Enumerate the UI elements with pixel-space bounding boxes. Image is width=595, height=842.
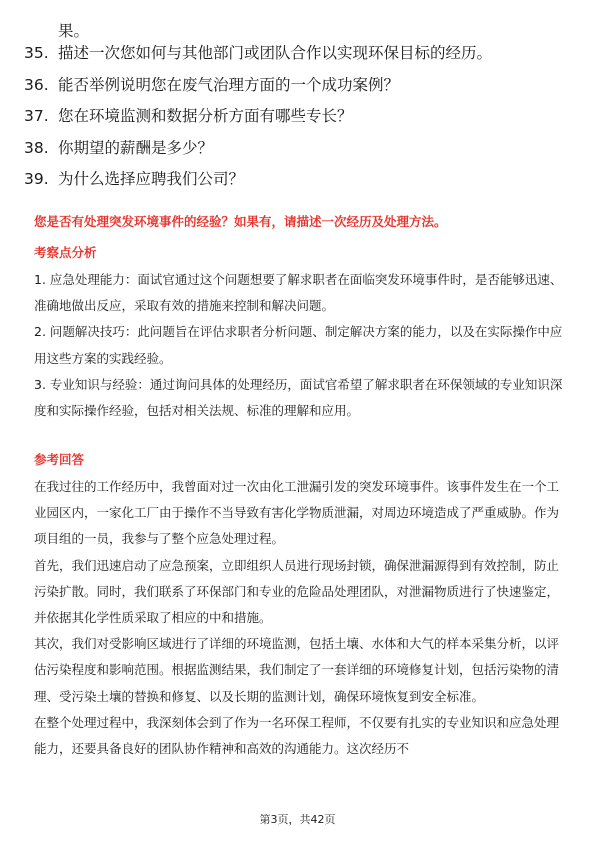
answer-title: 参考回答 [34, 452, 85, 467]
question-text: 能否举例说明您在废气治理方面的一个成功案例？ [58, 75, 400, 94]
analysis-point: 1. 应急处理能力：面试官通过这个问题想要了解求职者在面临突发环境事件时，是否能够迅速、准确地做出反应，采取有效的措施来控制和解决问题。 [34, 272, 563, 314]
question-number: 37. [24, 107, 49, 125]
question-number: 39. [24, 170, 49, 188]
question-item [24, 42, 574, 74]
question-item [24, 74, 574, 106]
question-list [24, 20, 574, 200]
analysis-body [34, 267, 564, 424]
page-footer: 第3页，共42页 [259, 813, 336, 826]
answer-body [34, 474, 564, 762]
question-number: 36. [24, 75, 49, 94]
answer-paragraph: 首先，我们迅速启动了应急预案，立即组织人员进行现场封锁，确保泄漏源得到有效控制，防止污染扩散。同时，我们联系了环保部门和专业的危险品处理团队，对泄漏物质进行了快速鉴定，并依据其化学性质采取了相应的中和措施。 [34, 557, 560, 626]
answer-paragraph: 其次，我们对受影响区域进行了详细的环境监测，包括土壤、水体和大气的样本采集分析，以评估污染程度和影响范围。根据监测结果，我们制定了一套详细的环境修复计划，包括污染物的清理、受污染土壤的替换和修复、以及长期的监测计划，确保环境恢复到安全标准。 [34, 636, 560, 704]
question-item [24, 105, 574, 137]
question-number: 38. [24, 138, 49, 157]
analysis-point: 3. 专业知识与经验：通过询问具体的处理经历，面试官希望了解求职者在环保领域的专业知识深度和实际操作经验，包括对相关法规、标准的理解和应用。 [34, 376, 563, 419]
answer-paragraph: 在我过往的工作经历中，我曾面对过一次由化工泄漏引发的突发环境事件。该事件发生在一个工业园区内，一家化工厂由于操作不当导致有害化学物质泄漏，对周边环境造成了严重威胁。作为项目组的一员，我参与了整个应急处理过程。 [34, 479, 560, 547]
question-text: 您在环境监测和数据分析方面有哪些专长？ [58, 107, 353, 125]
analysis-point: 2. 问题解决技巧：此问题旨在评估求职者分析问题、制定解决方案的能力，以及在实际操作中应用这些方案的实践经验。 [34, 324, 563, 366]
question-continuation: 果。 [58, 22, 90, 40]
question-item [24, 168, 574, 200]
main-question-heading: 您是否有处理突发环境事件的经验？如果有，请描述一次经历及处理方法。 [34, 214, 447, 229]
question-number: 35. [24, 44, 49, 62]
question-item [24, 137, 574, 169]
question-text: 为什么选择应聘我们公司？ [58, 170, 245, 188]
question-text: 你期望的薪酬是多少？ [58, 138, 214, 157]
question-text: 描述一次您如何与其他部门或团队合作以实现环保目标的经历。 [58, 44, 493, 62]
answer-paragraph: 在整个处理过程中，我深刻体会到了作为一名环保工程师，不仅要有扎实的专业知识和应急处理能力，还要具备良好的团队协作精神和高效的沟通能力。这次经历不 [34, 714, 560, 757]
analysis-title: 考察点分析 [34, 245, 97, 260]
